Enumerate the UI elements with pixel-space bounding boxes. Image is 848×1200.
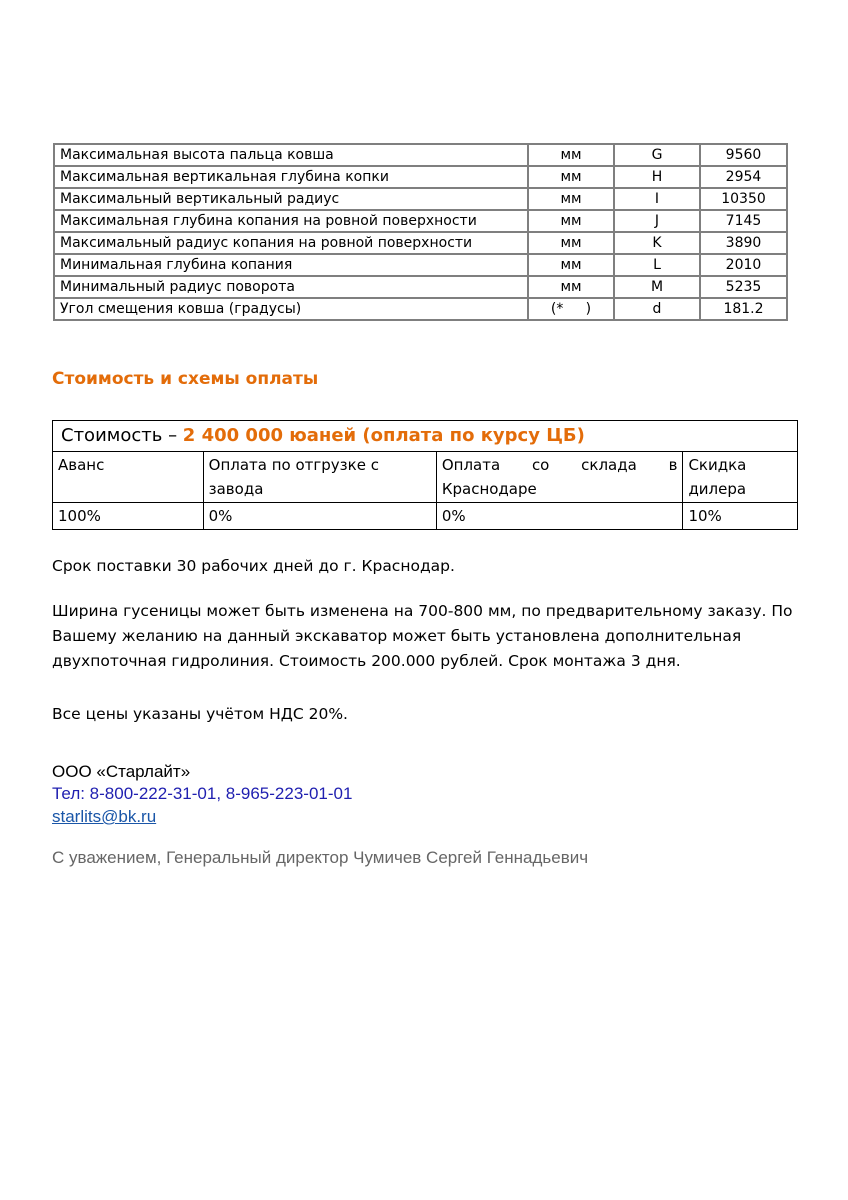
price-label: Стоимость – <box>61 425 183 446</box>
spec-name: Максимальный радиус копания на ровной поверхности <box>54 232 528 254</box>
header-advance: Аванс <box>53 452 204 503</box>
phone-numbers: Тел: 8-800-222-31-01, 8-965-223-01-01 <box>52 784 353 803</box>
header-krasnodar-warehouse <box>436 452 683 503</box>
header-word: Оплата <box>441 456 501 474</box>
header-word: со <box>531 456 550 474</box>
delivery-terms: Срок поставки 30 рабочих дней до г. Краснодар. <box>52 557 455 575</box>
spec-symbol: J <box>614 210 700 232</box>
header-word: в <box>668 456 678 474</box>
value-factory-shipment: 0% <box>203 503 436 530</box>
spec-name: Минимальная глубина копания <box>54 254 528 276</box>
spec-value: 9560 <box>700 144 787 166</box>
payment-header-row <box>53 452 798 503</box>
spec-unit: мм <box>528 254 614 276</box>
spec-name: Максимальная высота пальца ковша <box>54 144 528 166</box>
spec-symbol: H <box>614 166 700 188</box>
header-factory-shipment: Оплата по отгрузке с завода <box>203 452 436 503</box>
value-dealer-discount: 10% <box>683 503 798 530</box>
spec-unit: мм <box>528 188 614 210</box>
payment-table <box>52 420 798 530</box>
table-row <box>54 144 787 166</box>
header-text: Скидка дилера <box>688 456 747 498</box>
spec-name: Максимальная вертикальная глубина копки <box>54 166 528 188</box>
spec-symbol: G <box>614 144 700 166</box>
price-row <box>53 421 798 452</box>
specifications-table <box>53 143 788 321</box>
table-row <box>54 232 787 254</box>
company-name: ООО «Старлайт» <box>52 762 191 781</box>
spec-unit: (* ) <box>528 298 614 320</box>
spec-name: Угол смещения ковша (градусы) <box>54 298 528 320</box>
spec-value: 2954 <box>700 166 787 188</box>
spec-symbol: I <box>614 188 700 210</box>
price-title-cell <box>53 421 798 452</box>
section-title: Стоимость и схемы оплаты <box>52 369 319 389</box>
spec-name: Минимальный радиус поворота <box>54 276 528 298</box>
payment-values-row <box>53 503 798 530</box>
options-paragraph: Ширина гусеницы может быть изменена на 700-800 мм, по предварительному заказу. По Вашему желанию на данный экскаватор может быть установлена дополнительная двухпоточная гидролиния. Стоимость 200.000 рублей. Срок монтажа 3 дня. <box>52 602 793 670</box>
table-row <box>54 276 787 298</box>
spec-unit: мм <box>528 276 614 298</box>
spec-unit: мм <box>528 232 614 254</box>
value-krasnodar-warehouse: 0% <box>436 503 683 530</box>
spec-unit: мм <box>528 166 614 188</box>
spec-symbol: K <box>614 232 700 254</box>
spec-symbol: M <box>614 276 700 298</box>
spec-value: 2010 <box>700 254 787 276</box>
spec-unit: мм <box>528 210 614 232</box>
spec-value: 10350 <box>700 188 787 210</box>
header-word: склада <box>581 456 637 474</box>
signature-closing: С уважением, Генеральный директор Чумичев Сергей Геннадьевич <box>52 848 589 867</box>
table-row <box>54 166 787 188</box>
table-row <box>54 188 787 210</box>
price-value: 2 400 000 юаней (оплата по курсу ЦБ) <box>182 425 585 446</box>
header-line-1 <box>442 453 678 477</box>
email-link[interactable]: starlits@bk.ru <box>52 807 157 826</box>
table-row <box>54 298 787 320</box>
vat-note: Все цены указаны учётом НДС 20%. <box>52 705 348 723</box>
spec-value: 181.2 <box>700 298 787 320</box>
header-dealer-discount <box>683 452 798 503</box>
table-row <box>54 210 787 232</box>
table-row <box>54 254 787 276</box>
header-line-2: Краснодаре <box>441 480 537 498</box>
spec-name: Максимальный вертикальный радиус <box>54 188 528 210</box>
spec-unit: мм <box>528 144 614 166</box>
spec-value: 3890 <box>700 232 787 254</box>
spec-name: Максимальная глубина копания на ровной поверхности <box>54 210 528 232</box>
spec-value: 5235 <box>700 276 787 298</box>
spec-symbol: L <box>614 254 700 276</box>
value-advance: 100% <box>53 503 204 530</box>
spec-symbol: d <box>614 298 700 320</box>
spec-value: 7145 <box>700 210 787 232</box>
